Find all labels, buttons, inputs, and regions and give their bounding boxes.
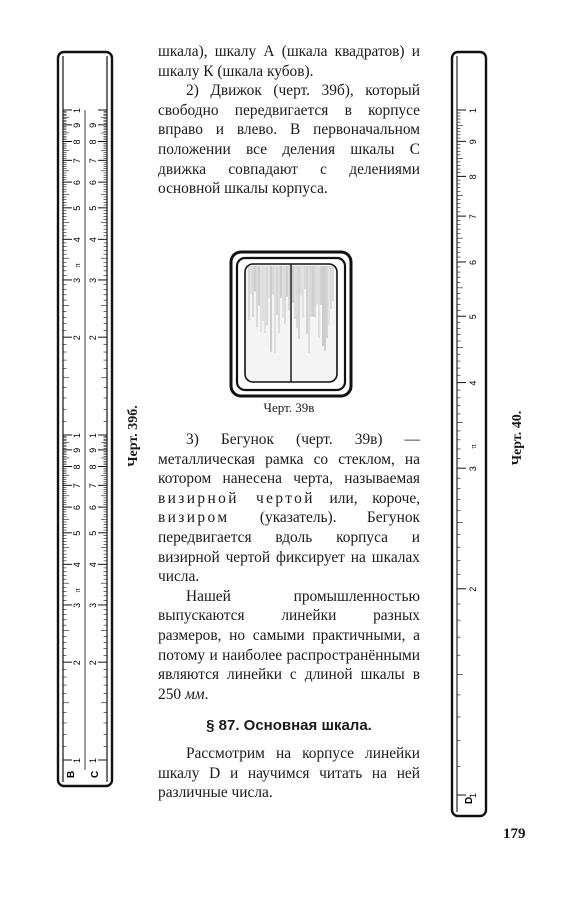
term-sight: визиром — [158, 509, 230, 527]
scale-digit: 2 — [72, 660, 82, 666]
paragraph-rule-sizes — [158, 587, 420, 705]
scale-digit: 1 — [72, 432, 82, 438]
pi-mark: π — [469, 444, 478, 449]
scale-digit: 6 — [72, 180, 82, 186]
scale-digit: 6 — [88, 505, 98, 511]
figure-caption: Черт. 39в — [263, 400, 315, 415]
main-text-lower — [158, 430, 420, 803]
label-chert-39b: Черт. 39б. — [126, 405, 141, 467]
scale-digit: 8 — [88, 139, 98, 145]
scale-digit: 6 — [72, 505, 82, 511]
scale-digit: 2 — [88, 335, 98, 341]
scale-digit: 5 — [72, 205, 82, 211]
scale-digit: 9 — [88, 447, 98, 453]
scale-digit: 2 — [88, 660, 98, 666]
paragraph-rule-sizes-text: Нашей промышленностью выпускаются линейки разных размеров, но самыми практичными, а потому и наиболее распространёнными являются линейки с длиной шкалы в 250 — [158, 587, 420, 703]
scale-digit: 1 — [88, 757, 98, 763]
section-heading: § 87. Основная шкала. — [206, 717, 372, 735]
scale-digit: 1 — [72, 757, 82, 763]
scale-digit: 4 — [72, 237, 82, 243]
paragraph-cursor-part2: или, короче, — [314, 489, 420, 507]
scale-digit: 7 — [88, 158, 98, 164]
scale-digit: 9 — [468, 139, 478, 145]
scale-digit: 7 — [72, 483, 82, 489]
scale-digit: 6 — [88, 180, 98, 186]
scale-digit: 1 — [468, 107, 478, 113]
scale-digit: 6 — [468, 259, 478, 265]
unit-mm: мм — [184, 685, 205, 703]
main-text — [158, 42, 420, 199]
scale-digit: 9 — [72, 122, 82, 128]
paragraph-cursor-part3: (указатель). Бегунок передвигается вдоль корпуса и визирной чертой фиксирует на шкалах числа. — [158, 509, 420, 586]
scale-letter-b: В — [66, 770, 77, 778]
scale-digit: 3 — [88, 602, 98, 608]
label-chert-40: Черт. 40. — [510, 410, 525, 466]
scale-digit: 8 — [468, 174, 478, 180]
paragraph-slide: 2) Движок (черт. 39б), который свободно передвигается в корпусе вправо и влево. В первоначальном положении все деления шкалы С движка совпадают с делениями основной шкалы корпуса. — [158, 82, 420, 198]
scale-digit: 2 — [72, 335, 82, 341]
paragraph-rule-sizes-end: . — [204, 685, 209, 703]
scale-digit: 1 — [468, 792, 478, 798]
pi-mark: π — [73, 588, 82, 593]
scale-letter-c: С — [90, 770, 101, 778]
scale-digit: 9 — [72, 447, 82, 453]
scale-digit: 5 — [72, 530, 82, 536]
scale-digit: 5 — [88, 530, 98, 536]
scale-b-ticks — [63, 110, 72, 760]
slide-rule-40 — [450, 50, 490, 820]
figure-cursor-39v — [229, 250, 353, 398]
scale-digit: 9 — [88, 122, 98, 128]
scale-digit: 7 — [88, 483, 98, 489]
scale-digit: 7 — [72, 158, 82, 164]
scale-digit: 3 — [88, 277, 98, 283]
scale-digit: 4 — [72, 562, 82, 568]
slide-rule-39b — [56, 50, 116, 790]
paragraph-scales-continuation: шкала), шкалу А (шкала квадратов) и шкалу К (шкала кубов). — [158, 43, 420, 80]
scale-digit: 1 — [72, 107, 82, 113]
scale-digit: 3 — [72, 277, 82, 283]
paragraph-cursor-part1: 3) Бегунок (черт. 39в) — металлическая рамка со стеклом, на котором нанесена черта, называемая — [158, 431, 420, 488]
scale-digit: 3 — [468, 466, 478, 472]
paragraph-cursor — [158, 430, 420, 587]
scale-digit: 2 — [468, 586, 478, 592]
scale-digit: 5 — [468, 314, 478, 320]
scale-digit: 8 — [72, 139, 82, 145]
scale-digit: 3 — [72, 602, 82, 608]
page-number: 179 — [503, 826, 526, 842]
scale-digit: 8 — [88, 464, 98, 470]
term-sighting-line: визирной чертой — [158, 489, 315, 507]
scale-digit: 4 — [88, 237, 98, 243]
pi-mark: π — [73, 263, 82, 268]
scale-digit: 1 — [88, 432, 98, 438]
scale-digit: 4 — [88, 562, 98, 568]
paragraph-scale-d: Рассмотрим на корпусе линейки шкалу D и научимся читать на ней различные числа. — [158, 744, 420, 802]
scale-digit: 7 — [468, 214, 478, 220]
scale-digit: 8 — [72, 464, 82, 470]
scale-digit: 5 — [88, 205, 98, 211]
scale-digit: 4 — [468, 380, 478, 386]
scale-letter-d: D — [464, 796, 475, 804]
scale-c-ticks — [98, 110, 107, 760]
